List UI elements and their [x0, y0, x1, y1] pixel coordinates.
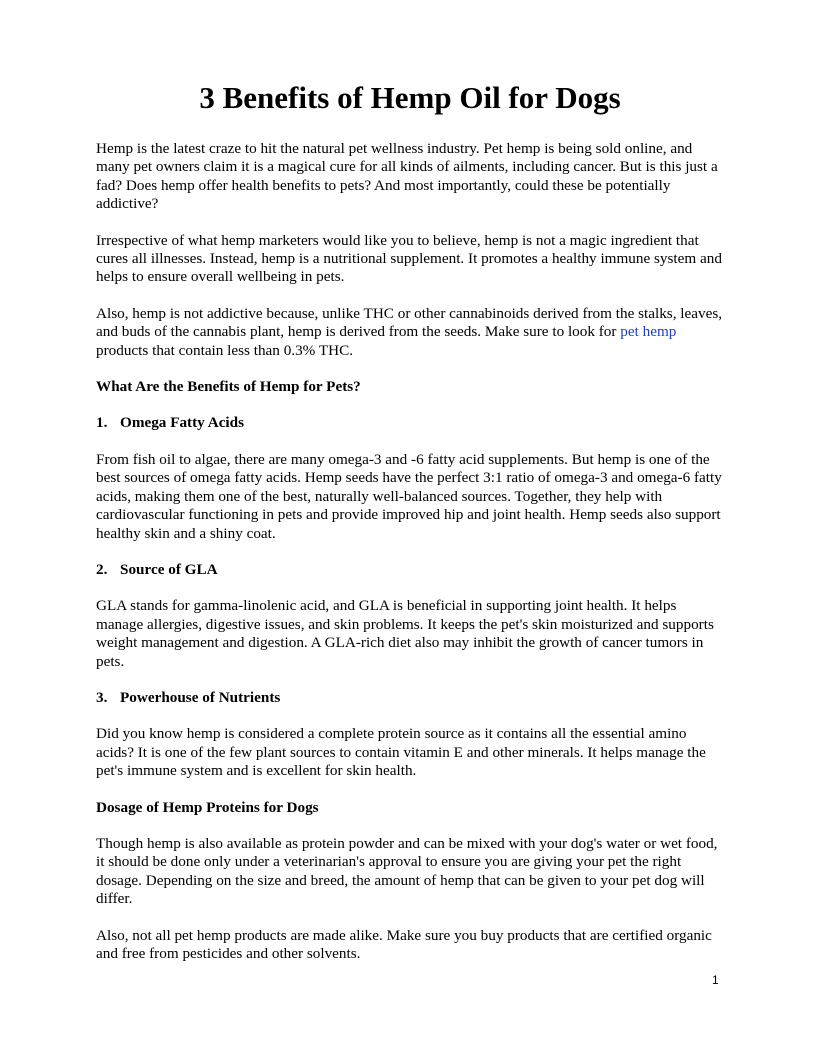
document-title: 3 Benefits of Hemp Oil for Dogs	[199, 80, 621, 115]
benefit-1-number: 1.	[96, 414, 108, 432]
paragraph-not-addictive	[96, 305, 724, 360]
benefit-2-text: GLA stands for gamma-linolenic acid, and GLA is beneficial in supporting joint health. It helps manage allergies, digestive issues, and skin problems. It keeps the pet's skin moisturized and supports weight management and digestion. A GLA-rich diet also may inhibit the growth of cancer tumors in pets.	[96, 597, 714, 670]
paragraph-text-before-link: Also, hemp is not addictive because, unlike THC or other cannabinoids derived from the stalks, leaves, and buds of the cannabis plant, hemp is derived from the seeds. Make sure to look for	[96, 304, 723, 341]
benefit-3-number: 3.	[96, 688, 108, 706]
benefit-1-heading	[96, 414, 724, 432]
benefit-2-heading	[96, 561, 724, 579]
document-page	[96, 78, 724, 981]
benefit-3-text: Did you know hemp is considered a complete protein source as it contains all the essential amino acids? It is one of the few plant sources to contain vitamin E and other minerals. It helps manage the pet's immune system and is excellent for skin health.	[96, 725, 706, 780]
benefit-3-title: Powerhouse of Nutrients	[120, 688, 281, 706]
intro-paragraph: Hemp is the latest craze to hit the natural pet wellness industry. Pet hemp is being sold online, and many pet owners claim it is a magical cure for all kinds of ailments, including cancer. But is this just a fad? Does hemp offer health benefits to pets? And most importantly, could these be potentially addictive?	[96, 140, 718, 213]
benefits-heading: What Are the Benefits of Hemp for Pets?	[96, 378, 361, 396]
pet-hemp-link[interactable]: pet hemp	[620, 323, 677, 341]
benefit-1-text: From fish oil to algae, there are many omega-3 and -6 fatty acid supplements. But hemp is one of the best sources of omega fatty acids. Hemp seeds have the perfect 3:1 ratio of omega-3 and omega-6 fatty acids, making them one of the best, naturally well-balanced sources. Together, they help with cardiovascular functioning in pets and provide improved hip and joint health. Hemp seeds also support healthy skin and a shiny coat.	[96, 450, 722, 542]
final-paragraph: Also, not all pet hemp products are made alike. Make sure you buy products that are certified organic and free from pesticides and other solvents.	[96, 926, 712, 962]
dosage-text: Though hemp is also available as protein powder and can be mixed with your dog's water or wet food, it should be done only under a veterinarian's approval to ensure you are giving your pet the right dosage. Depending on the size and breed, the amount of hemp that can be given to your pet dog will differ.	[96, 834, 718, 908]
benefit-3-heading	[96, 689, 724, 707]
dosage-heading: Dosage of Hemp Proteins for Dogs	[96, 798, 319, 816]
benefit-2-title: Source of GLA	[120, 560, 218, 578]
benefit-1-title: Omega Fatty Acids	[120, 414, 245, 432]
paragraph-text-after-link: products that contain less than 0.3% THC.	[96, 341, 354, 359]
paragraph-not-magic: Irrespective of what hemp marketers would like you to believe, hemp is not a magic ingredient that cures all illnesses. Instead, hemp is a nutritional supplement. It promotes a healthy immune system and helps to ensure overall wellbeing in pets.	[96, 231, 722, 286]
benefit-2-number: 2.	[96, 560, 108, 578]
page-number: 1	[712, 973, 719, 987]
